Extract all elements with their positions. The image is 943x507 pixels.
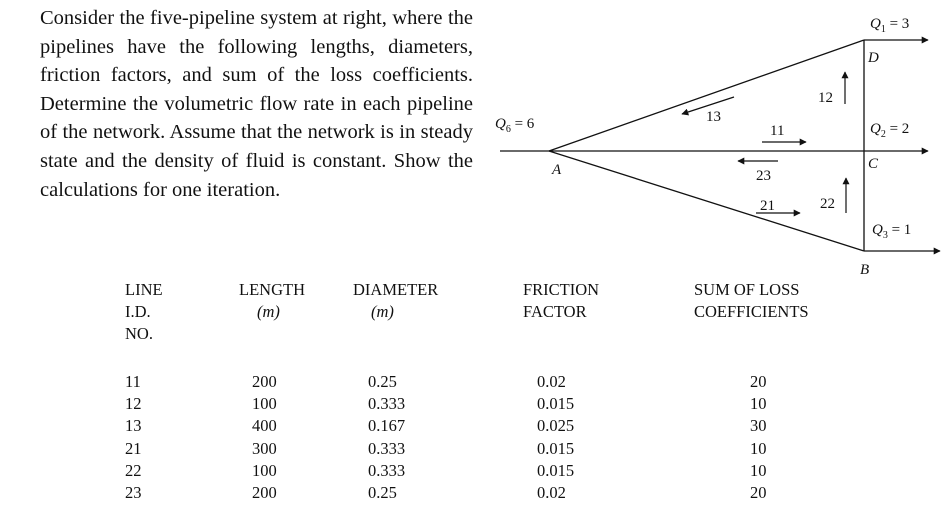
column-length (252, 371, 277, 504)
table-cell: 400 (252, 416, 277, 436)
table-cell: 200 (252, 482, 277, 502)
table-cell: 0.02 (537, 372, 566, 391)
table-cell: 23 (125, 482, 142, 502)
table-cell: 100 (252, 460, 277, 480)
flow-label-q1: $Q_1 = 3$ (870, 16, 910, 35)
table-cell: 10 (750, 460, 767, 480)
pipe-label-12: 12 (818, 90, 833, 106)
table-cell: 0.025 (537, 416, 575, 436)
pipe-label-21: 21 (760, 198, 775, 214)
pipe-label-22: 22 (820, 196, 835, 212)
header-friction-factor: FRICTION FACTOR (523, 280, 600, 321)
column-friction-factor (537, 371, 574, 504)
table-cell: 0.015 (537, 460, 575, 480)
table-cell: 20 (750, 482, 767, 502)
table-cell: 20 (750, 372, 767, 391)
table-cell: 0.02 (537, 482, 566, 502)
table-cell: 0.333 (368, 460, 406, 480)
problem-statement: Consider the five-pipeline system at right, where the pipelines have the following lengths, diameters, friction factors, and sum of the loss coefficients. Determine the volumetric flow rate in each pipeline of the network. Assume that the network is in steady state and the density of fluid is constant. Show the calculations for one iteration. (40, 7, 473, 201)
header-length: LENGTH (m) (239, 280, 305, 321)
table-cell: 13 (125, 416, 142, 436)
header-line-id: LINE I.D. NO. (125, 280, 163, 343)
table-cell: 12 (125, 394, 142, 414)
table-cell: 0.015 (537, 438, 575, 458)
header-diameter: DIAMETER (m) (353, 280, 439, 321)
table-cell: 0.333 (368, 438, 406, 458)
column-line-id (125, 371, 142, 504)
pipe-label-11: 11 (770, 123, 785, 139)
flow-label-q2: $Q_2 = 2$ (870, 121, 910, 140)
table-cell: 22 (125, 460, 142, 480)
table-cell: 0.25 (368, 372, 397, 391)
table-cell: 200 (252, 372, 277, 391)
pipe-23 (549, 151, 864, 251)
header-loss-coefficients: SUM OF LOSS COEFFICIENTS (694, 280, 809, 321)
flow-label-q3: $Q_3 = 1$ (872, 222, 912, 241)
node-a-label: A (552, 162, 562, 178)
node-d-label: D (868, 50, 879, 66)
table-cell: 300 (252, 438, 277, 458)
table-cell: 0.015 (537, 394, 575, 414)
flow-label-q6: $Q_6 = 6$ (495, 116, 535, 135)
table-cell: 0.333 (368, 394, 406, 414)
pipe-label-13: 13 (706, 109, 721, 125)
node-b-label: B (860, 262, 870, 278)
table-cell: 100 (252, 394, 277, 414)
column-loss-coefficients (750, 371, 767, 504)
node-c-label: C (868, 156, 879, 172)
table-cell: 0.167 (368, 416, 406, 436)
column-diameter (368, 371, 405, 504)
table-cell: 10 (750, 438, 767, 458)
table-cell: 30 (750, 416, 767, 436)
table-cell: 10 (750, 394, 767, 414)
table-cell: 21 (125, 438, 142, 458)
pipe-13 (549, 40, 864, 151)
table-cell: 11 (125, 372, 141, 391)
table-cell: 0.25 (368, 482, 397, 502)
pipe-label-23: 23 (756, 168, 771, 184)
